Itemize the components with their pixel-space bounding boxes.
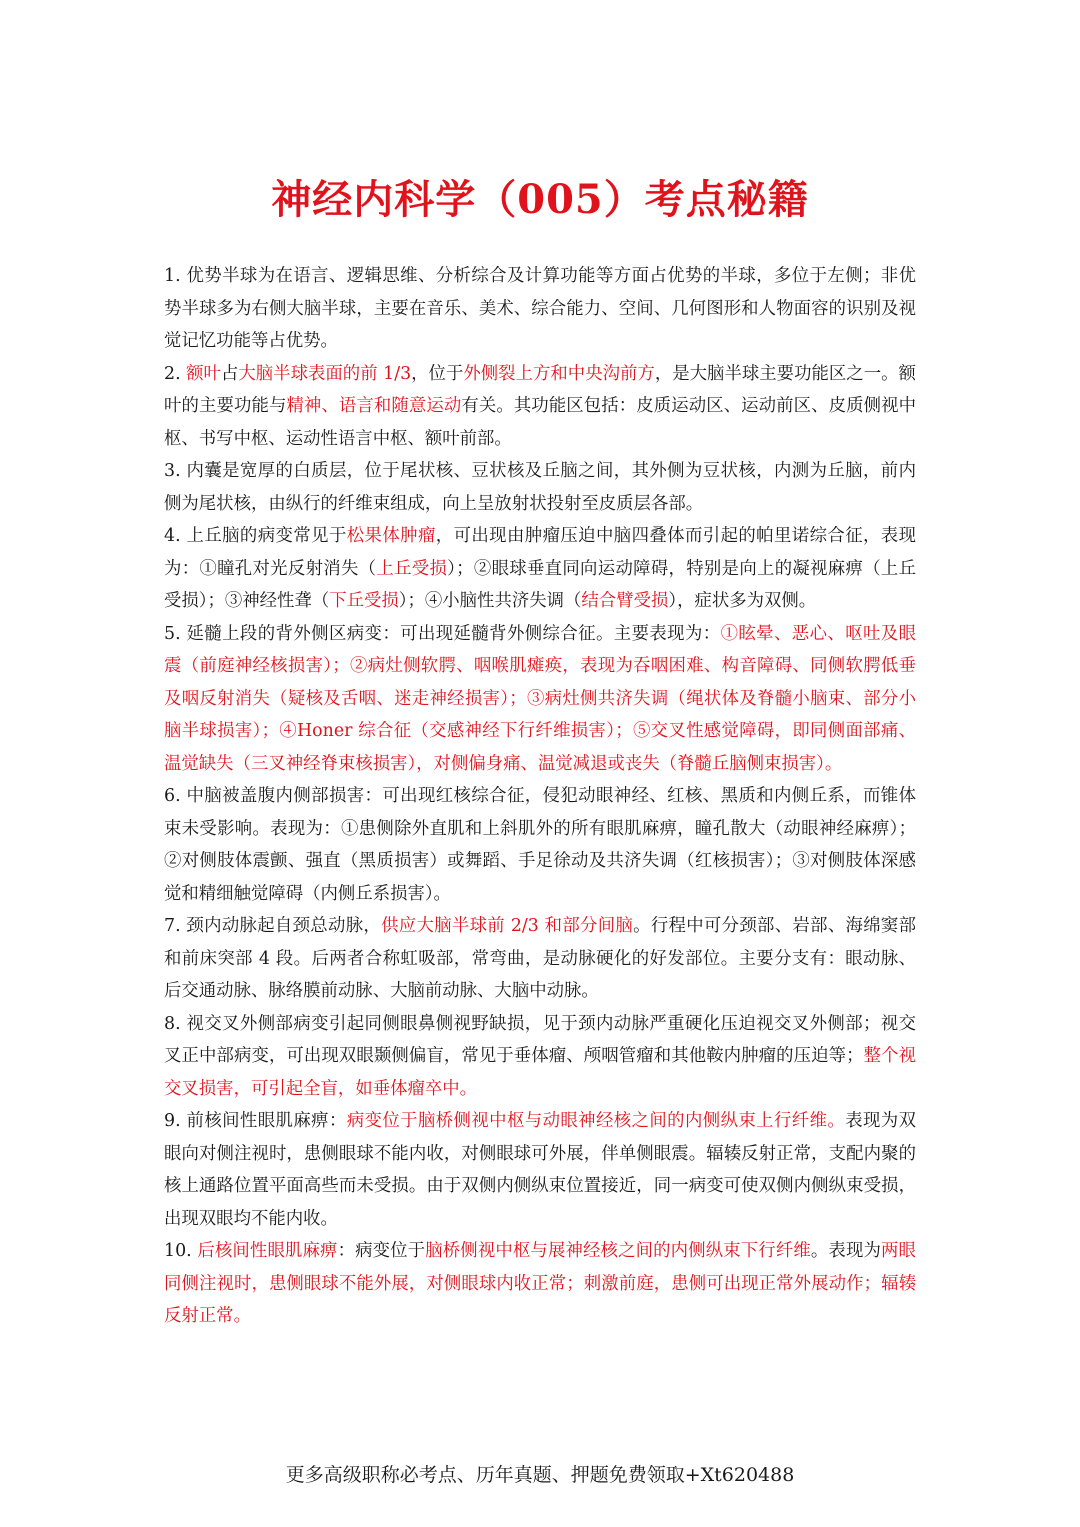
paragraph-10 bbox=[164, 1235, 916, 1333]
highlight-text: 额叶 bbox=[186, 363, 221, 384]
body-text: 10. bbox=[164, 1241, 198, 1261]
paragraph-1 bbox=[164, 260, 916, 358]
paragraph-9 bbox=[164, 1105, 916, 1235]
paragraph-8 bbox=[164, 1008, 916, 1106]
body-text: 3. 内囊是宽厚的白质层，位于尾状核、豆状核及丘脑之间，其外侧为豆状核，内测为丘脑，前内侧为尾状核，由纵行的纤维束组成，向上呈放射状投射至皮质层各部。 bbox=[164, 461, 916, 514]
body-text: 5. 延髓上段的背外侧区病变：可出现延髓背外侧综合征。主要表现为： bbox=[164, 623, 721, 644]
body-text: 9. 前核间性眼肌麻痹： bbox=[164, 1111, 347, 1131]
page-title: 神经内科学（005）考点秘籍 bbox=[271, 176, 809, 223]
highlight-text: 精神、语言和随意运动 bbox=[286, 396, 462, 416]
highlight-text: 松果体肿瘤 bbox=[346, 526, 436, 546]
body-text: 2. bbox=[164, 363, 187, 384]
highlight-text: 供应大脑半球前 2/3 和部分间脑 bbox=[381, 916, 634, 936]
footer-text: 更多高级职称必考点、历年真题、押题免费领取+Xt620488 bbox=[285, 1464, 795, 1486]
paragraph-4 bbox=[164, 520, 916, 618]
body-text: ）；②眼球垂直同向运动障碍，特别是向上的凝视麻痹（上丘受损）；③神经性聋（ bbox=[164, 558, 916, 611]
highlight-text: 外侧裂上方和中央沟前方 bbox=[463, 363, 655, 384]
body-text: ），症状多为双侧。 bbox=[668, 591, 817, 611]
body-text: 表现为双眼向对侧注视时，患侧眼球不能内收，对侧眼球可外展，伴单侧眼震。辐辏反射正常，支配内聚的核上通路位置平面高些而未受损。由于双侧内侧纵束位置接近，同一病变可使双侧内侧纵束受损，出现双眼均不能内收。 bbox=[164, 1111, 916, 1229]
body-text: 占 bbox=[220, 363, 239, 384]
highlight-text: 两眼同侧注视时，患侧眼球不能外展，对侧眼球内收正常；刺激前庭，患侧可出现正常外展动作；辐辏反射正常。 bbox=[164, 1241, 916, 1326]
highlight-text: 脑桥侧视中枢与展神经核之间的内侧纵束下行纤维 bbox=[425, 1241, 811, 1261]
body-text: ：病变位于 bbox=[337, 1241, 426, 1261]
highlight-text: 后核间性眼肌麻痹 bbox=[197, 1241, 338, 1261]
highlight-text: 病变位于脑桥侧视中枢与动眼神经核之间的内侧纵束上行纤维。 bbox=[346, 1111, 846, 1131]
highlight-text: 结合臂受损 bbox=[581, 591, 669, 611]
highlight-text: 上丘受损 bbox=[376, 558, 448, 579]
body-text: 有关。其功能区包括：皮质运动区、运动前区、皮质侧视中枢、书写中枢、运动性语言中枢、额叶前部。 bbox=[164, 396, 916, 449]
paragraph-5 bbox=[164, 618, 916, 781]
highlight-text: 整个视交叉损害，可引起全盲，如垂体瘤卒中。 bbox=[164, 1046, 916, 1099]
body-text: 8. 视交叉外侧部病变引起同侧眼鼻侧视野缺损，见于颈内动脉严重硬化压迫视交叉外侧部；视交叉正中部病变，可出现双眼颞侧偏盲，常见于垂体瘤、颅咽管瘤和其他鞍内肿瘤的压迫等； bbox=[164, 1013, 916, 1066]
document-body bbox=[164, 260, 916, 1333]
body-text: 。表现为 bbox=[810, 1241, 882, 1261]
paragraph-3 bbox=[164, 455, 916, 520]
highlight-text: 下丘受损 bbox=[329, 591, 399, 611]
highlight-text: 大脑半球表面的前 1/3 bbox=[238, 363, 412, 384]
paragraph-7 bbox=[164, 910, 916, 1008]
body-text: 4. 上丘脑的病变常见于 bbox=[164, 526, 347, 546]
body-text: ，是大脑半球主要功能区之一。额叶的主要功能与 bbox=[164, 363, 916, 416]
body-text: 。行程中可分颈部、岩部、海绵窦部和前床突部 4 段。后两者合称虹吸部，常弯曲，是动脉硬化的好发部位。主要分支有：眼动脉、后交通动脉、脉络膜前动脉、大脑前动脉、大脑中动脉。 bbox=[164, 916, 916, 1001]
body-text: 6. 中脑被盖腹内侧部损害：可出现红核综合征，侵犯动眼神经、红核、黑质和内侧丘系，而锥体束未受影响。表现为：①患侧除外直肌和上斜肌外的所有眼肌麻痹，瞳孔散大（动眼神经麻痹）；②对侧肢体震颤、强直（黑质损害）或舞蹈、手足徐动及共济失调（红核损害）；③对侧肢体深感觉和精细触觉障碍（内侧丘系损害）。 bbox=[164, 786, 916, 904]
body-text: ，可出现由肿瘤压迫中脑四叠体而引起的帕里诺综合征，表现为：①瞳孔对光反射消失（ bbox=[164, 526, 916, 579]
paragraph-2 bbox=[164, 358, 916, 456]
highlight-text: ①眩晕、恶心、呕吐及眼震（前庭神经核损害）；②病灶侧软腭、咽喉肌瘫痪，表现为吞咽困难、构音障碍、同侧软腭低垂及咽反射消失（疑核及舌咽、迷走神经损害）；③病灶侧共济失调（绳状体及脊髓小脑束、部分小脑半球损害）；④Honer 综合征（交感神经下行纤维损害）；⑤交叉性感觉障碍，即同侧面部痛、温觉缺失（三叉神经脊束核损害），对侧偏身痛、温觉减退或丧失（脊髓丘脑侧束损害）。 bbox=[164, 623, 916, 774]
body-text: ，位于 bbox=[411, 363, 464, 384]
paragraph-6 bbox=[164, 780, 916, 910]
body-text: 1. 优势半球为在语言、逻辑思维、分析综合及计算功能等方面占优势的半球，多位于左侧；非优势半球多为右侧大脑半球，主要在音乐、美术、综合能力、空间、几何图形和人物面容的识别及视觉记忆功能等占优势。 bbox=[164, 266, 916, 351]
body-text: ）；④小脑性共济失调（ bbox=[398, 591, 582, 611]
body-text: 7. 颈内动脉起自颈总动脉， bbox=[164, 916, 382, 936]
